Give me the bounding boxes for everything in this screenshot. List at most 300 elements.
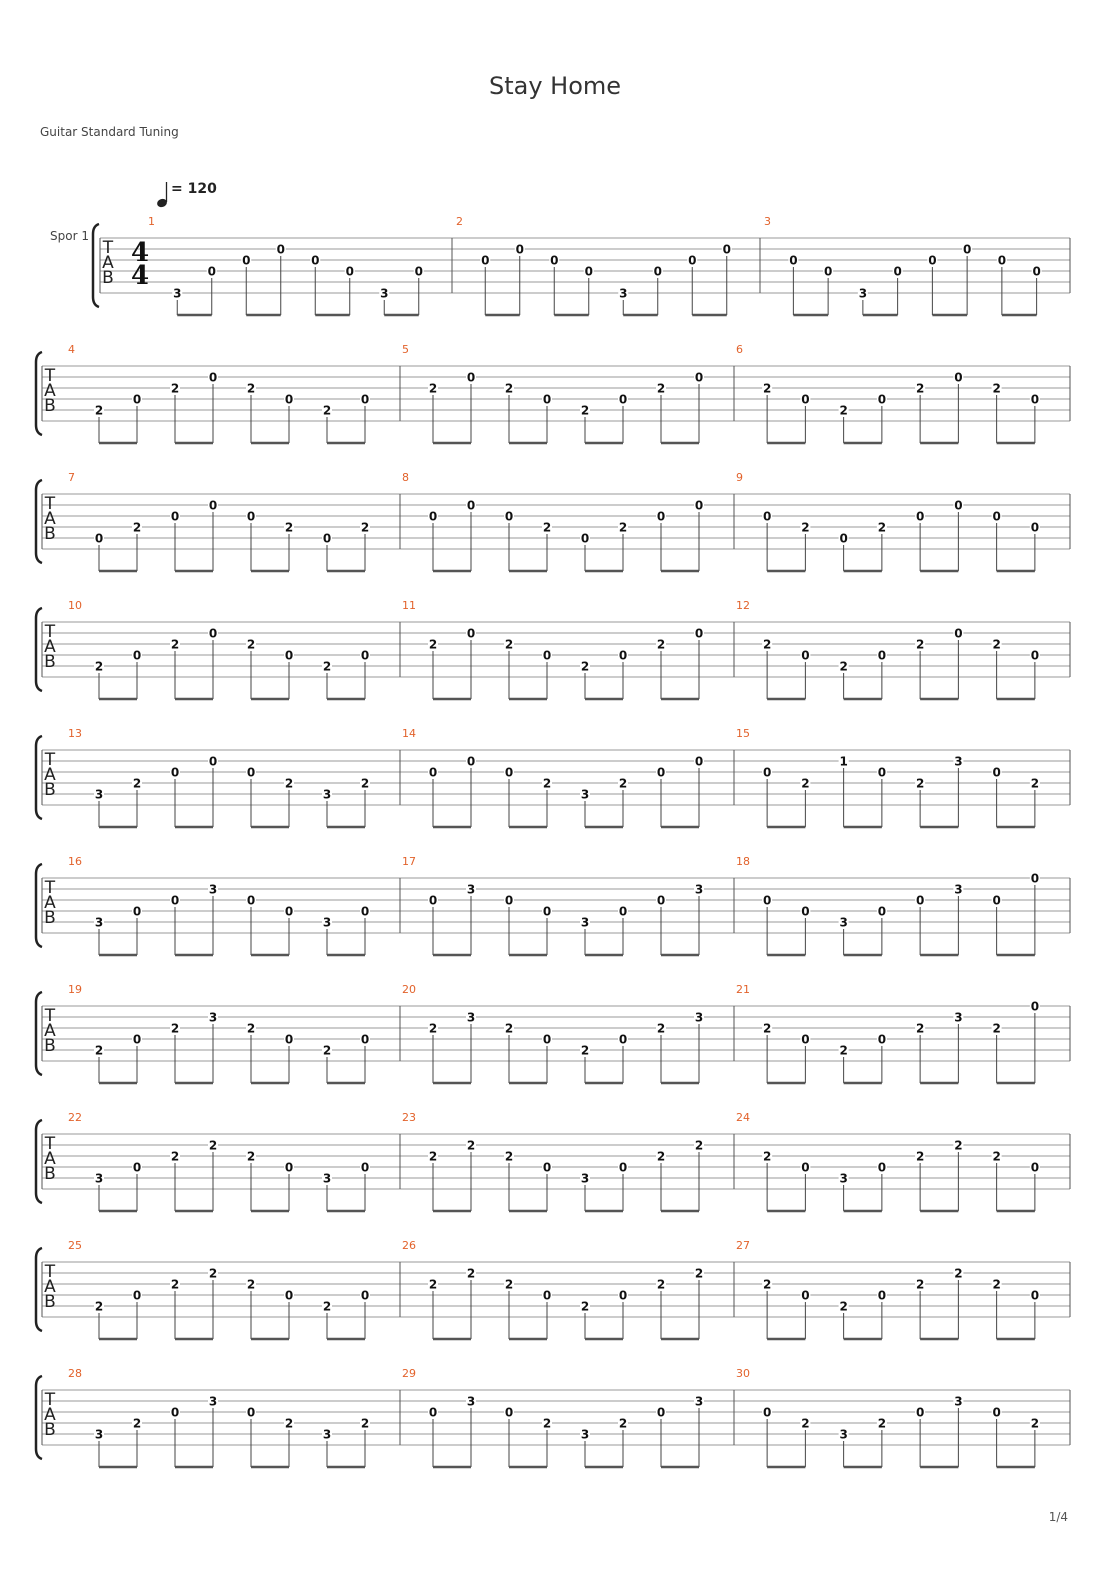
fret-number: 2 <box>284 776 294 791</box>
fret-number: 0 <box>284 1032 294 1047</box>
fret-number: 0 <box>954 626 963 641</box>
fret-number: 0 <box>428 509 438 524</box>
tab-letter: A <box>44 1021 56 1041</box>
fret-number: 2 <box>504 1277 514 1292</box>
fret-number: 2 <box>360 520 370 535</box>
fret-number: 2 <box>208 1138 218 1153</box>
fret-number: 2 <box>504 381 514 396</box>
system-bracket <box>36 1248 42 1331</box>
fret-number: 0 <box>694 626 704 641</box>
fret-number: 2 <box>801 776 810 791</box>
fret-number: 0 <box>504 765 514 780</box>
fret-number: 0 <box>428 1405 438 1420</box>
tab-letter: B <box>44 396 56 416</box>
fret-number: 2 <box>94 659 104 674</box>
fret-number: 2 <box>580 1299 590 1314</box>
fret-number: 3 <box>94 1171 104 1186</box>
tab-letter: A <box>44 1149 56 1169</box>
fret-number: 0 <box>992 509 1001 524</box>
tab-letter: A <box>44 893 56 913</box>
fret-number: 2 <box>762 381 772 396</box>
fret-number: 0 <box>618 648 628 663</box>
measure-number: 23 <box>402 1111 416 1124</box>
tab-letter: T <box>44 750 56 770</box>
fret-number: 3 <box>580 915 590 930</box>
tab-letter: B <box>44 524 56 544</box>
fret-number: 0 <box>542 1032 552 1047</box>
fret-number: 2 <box>246 381 256 396</box>
fret-number: 0 <box>722 242 731 257</box>
fret-number: 0 <box>801 1032 810 1047</box>
fret-number: 0 <box>246 765 256 780</box>
measure-number: 28 <box>68 1367 82 1380</box>
fret-number: 3 <box>954 1394 963 1409</box>
fret-number: 0 <box>762 1405 772 1420</box>
fret-number: 0 <box>542 904 552 919</box>
fret-number: 2 <box>322 1299 332 1314</box>
fret-number: 0 <box>208 754 218 769</box>
fret-number: 0 <box>504 1405 514 1420</box>
fret-number: 3 <box>858 286 868 301</box>
fret-number: 2 <box>322 403 332 418</box>
tab-letter: B <box>44 652 56 672</box>
fret-number: 0 <box>992 1405 1001 1420</box>
song-title: Stay Home <box>488 72 622 100</box>
fret-number: 2 <box>618 1416 628 1431</box>
fret-number: 2 <box>656 1277 666 1292</box>
fret-number: 2 <box>542 520 552 535</box>
tab-letter: T <box>44 1262 56 1282</box>
tempo-marking: = 120 <box>171 181 217 197</box>
fret-number: 0 <box>618 392 628 407</box>
fret-number: 0 <box>877 1288 887 1303</box>
fret-number: 3 <box>954 882 963 897</box>
fret-number: 2 <box>132 776 142 791</box>
measure-number: 16 <box>68 855 82 868</box>
fret-number: 2 <box>877 1416 887 1431</box>
fret-number: 1 <box>839 754 848 769</box>
fret-number: 3 <box>208 1010 218 1025</box>
fret-number: 0 <box>208 498 218 513</box>
fret-number: 3 <box>322 1171 332 1186</box>
fret-number: 0 <box>170 509 180 524</box>
fret-number: 0 <box>360 648 370 663</box>
fret-number: 0 <box>466 498 476 513</box>
fret-number: 2 <box>839 1043 848 1058</box>
tab-letter: B <box>44 780 56 800</box>
fret-number: 2 <box>694 1138 704 1153</box>
fret-number: 3 <box>839 1427 848 1442</box>
fret-number: 0 <box>801 392 810 407</box>
fret-number: 2 <box>94 1299 104 1314</box>
fret-number: 2 <box>322 659 332 674</box>
fret-number: 0 <box>618 904 628 919</box>
fret-number: 0 <box>762 509 772 524</box>
fret-number: 0 <box>208 370 218 385</box>
measure-number: 5 <box>402 343 409 356</box>
fret-number: 2 <box>284 520 294 535</box>
fret-number: 0 <box>801 904 810 919</box>
fret-number: 2 <box>504 637 514 652</box>
fret-number: 0 <box>997 253 1007 268</box>
fret-number: 2 <box>1030 1416 1040 1431</box>
fret-number: 0 <box>284 1288 294 1303</box>
fret-number: 0 <box>284 648 294 663</box>
fret-number: 0 <box>915 1405 925 1420</box>
fret-number: 0 <box>284 1160 294 1175</box>
tab-letter: A <box>44 765 56 785</box>
fret-number: 0 <box>345 264 354 279</box>
fret-number: 2 <box>428 1277 438 1292</box>
fret-number: 0 <box>1030 392 1040 407</box>
fret-number: 2 <box>992 381 1001 396</box>
fret-number: 2 <box>877 520 887 535</box>
fret-number: 2 <box>656 381 666 396</box>
page-number: 1/4 <box>1048 1510 1068 1524</box>
tab-letter: T <box>102 238 114 258</box>
fret-number: 0 <box>170 1405 180 1420</box>
fret-number: 2 <box>992 1149 1001 1164</box>
fret-number: 2 <box>170 637 180 652</box>
fret-number: 0 <box>1030 999 1040 1014</box>
fret-number: 0 <box>801 1288 810 1303</box>
fret-number: 2 <box>428 637 438 652</box>
time-signature-top: 4 <box>130 238 150 268</box>
fret-number: 0 <box>823 264 833 279</box>
tab-letter: A <box>44 1277 56 1297</box>
fret-number: 2 <box>992 1277 1001 1292</box>
fret-number: 0 <box>322 531 332 546</box>
fret-number: 0 <box>1032 264 1041 279</box>
measure-number: 6 <box>736 343 743 356</box>
fret-number: 0 <box>311 253 320 268</box>
fret-number: 2 <box>915 637 925 652</box>
fret-number: 0 <box>694 498 704 513</box>
fret-number: 3 <box>380 286 389 301</box>
fret-number: 0 <box>132 392 142 407</box>
fret-number: 2 <box>839 1299 848 1314</box>
fret-number: 0 <box>618 1288 628 1303</box>
fret-number: 3 <box>322 915 332 930</box>
fret-number: 2 <box>208 1266 218 1281</box>
fret-number: 0 <box>428 893 438 908</box>
fret-number: 2 <box>762 1277 772 1292</box>
fret-number: 2 <box>466 1266 476 1281</box>
fret-number: 3 <box>208 1394 218 1409</box>
fret-number: 0 <box>618 1160 628 1175</box>
fret-number: 2 <box>170 1277 180 1292</box>
system-bracket <box>36 864 42 947</box>
fret-number: 2 <box>170 381 180 396</box>
fret-number: 0 <box>360 1160 370 1175</box>
fret-number: 0 <box>466 754 476 769</box>
fret-number: 0 <box>542 648 552 663</box>
fret-number: 2 <box>656 637 666 652</box>
system-bracket <box>36 736 42 819</box>
tab-letter: T <box>44 494 56 514</box>
fret-number: 0 <box>246 1405 256 1420</box>
fret-number: 0 <box>504 509 514 524</box>
measure-number: 11 <box>402 599 416 612</box>
fret-number: 0 <box>954 498 963 513</box>
fret-number: 2 <box>1030 776 1040 791</box>
fret-number: 2 <box>360 1416 370 1431</box>
tab-letter: A <box>102 253 114 273</box>
fret-number: 3 <box>580 787 590 802</box>
fret-number: 0 <box>656 509 666 524</box>
fret-number: 2 <box>322 1043 332 1058</box>
measure-number: 20 <box>402 983 416 996</box>
tab-letter: B <box>44 1164 56 1184</box>
tab-letter: B <box>44 1292 56 1312</box>
fret-number: 0 <box>762 765 772 780</box>
tab-letter: T <box>44 1134 56 1154</box>
fret-number: 0 <box>656 893 666 908</box>
fret-number: 2 <box>428 1021 438 1036</box>
fret-number: 3 <box>580 1171 590 1186</box>
fret-number: 0 <box>360 392 370 407</box>
fret-number: 0 <box>542 1288 552 1303</box>
fret-number: 0 <box>801 648 810 663</box>
fret-number: 2 <box>466 1138 476 1153</box>
fret-number: 2 <box>801 520 810 535</box>
fret-number: 0 <box>915 509 925 524</box>
tab-letter: T <box>44 622 56 642</box>
fret-number: 3 <box>466 1394 476 1409</box>
fret-number: 0 <box>246 893 256 908</box>
fret-number: 0 <box>284 392 294 407</box>
fret-number: 2 <box>839 403 848 418</box>
measure-number: 18 <box>736 855 750 868</box>
measure-number: 1 <box>148 215 155 228</box>
fret-number: 3 <box>173 286 182 301</box>
fret-number: 3 <box>839 915 848 930</box>
fret-number: 0 <box>580 531 590 546</box>
fret-number: 2 <box>580 403 590 418</box>
measure-number: 4 <box>68 343 75 356</box>
fret-number: 0 <box>877 1160 887 1175</box>
measure-number: 24 <box>736 1111 750 1124</box>
measure-number: 14 <box>402 727 416 740</box>
fret-number: 3 <box>694 882 704 897</box>
fret-number: 0 <box>656 765 666 780</box>
fret-number: 3 <box>466 882 476 897</box>
fret-number: 0 <box>1030 520 1040 535</box>
fret-number: 3 <box>694 1394 704 1409</box>
fret-number: 2 <box>132 520 142 535</box>
fret-number: 2 <box>915 1277 925 1292</box>
fret-number: 2 <box>915 776 925 791</box>
time-signature-bottom: 4 <box>130 261 150 291</box>
fret-number: 3 <box>322 1427 332 1442</box>
fret-number: 3 <box>580 1427 590 1442</box>
fret-number: 0 <box>877 765 887 780</box>
fret-number: 0 <box>360 1032 370 1047</box>
fret-number: 3 <box>466 1010 476 1025</box>
fret-number: 3 <box>694 1010 704 1025</box>
fret-number: 3 <box>954 754 963 769</box>
fret-number: 0 <box>466 370 476 385</box>
fret-number: 2 <box>656 1149 666 1164</box>
system-bracket <box>36 608 42 691</box>
fret-number: 2 <box>246 637 256 652</box>
fret-number: 0 <box>801 1160 810 1175</box>
fret-number: 0 <box>132 1160 142 1175</box>
tab-letter: B <box>44 1420 56 1440</box>
fret-number: 0 <box>276 242 285 257</box>
fret-number: 0 <box>414 264 423 279</box>
fret-number: 3 <box>839 1171 848 1186</box>
fret-number: 3 <box>322 787 332 802</box>
measure-number: 12 <box>736 599 750 612</box>
measure-number: 26 <box>402 1239 416 1252</box>
fret-number: 2 <box>839 659 848 674</box>
fret-number: 2 <box>580 659 590 674</box>
fret-number: 0 <box>132 1288 142 1303</box>
fret-number: 3 <box>208 882 218 897</box>
fret-number: 0 <box>1030 1160 1040 1175</box>
fret-number: 2 <box>94 403 104 418</box>
fret-number: 0 <box>360 1288 370 1303</box>
measure-number: 17 <box>402 855 416 868</box>
fret-number: 2 <box>954 1138 963 1153</box>
fret-number: 0 <box>962 242 972 257</box>
fret-number: 0 <box>893 264 902 279</box>
fret-number: 0 <box>762 893 772 908</box>
measure-number: 25 <box>68 1239 82 1252</box>
track-name: Spor 1 <box>50 229 89 243</box>
fret-number: 0 <box>839 531 848 546</box>
measure-number: 21 <box>736 983 750 996</box>
fret-number: 0 <box>481 253 490 268</box>
fret-number: 3 <box>619 286 628 301</box>
system-bracket <box>36 1120 42 1203</box>
fret-number: 0 <box>132 1032 142 1047</box>
system-bracket <box>93 224 99 307</box>
fret-number: 0 <box>550 253 559 268</box>
fret-number: 0 <box>542 1160 552 1175</box>
tuning-label: Guitar Standard Tuning <box>40 125 179 139</box>
tab-letter: B <box>44 908 56 928</box>
fret-number: 0 <box>694 754 704 769</box>
fret-number: 0 <box>928 253 937 268</box>
fret-number: 0 <box>504 893 514 908</box>
fret-number: 2 <box>542 1416 552 1431</box>
fret-number: 0 <box>284 904 294 919</box>
fret-number: 0 <box>992 893 1001 908</box>
tab-letter: A <box>44 1405 56 1425</box>
fret-number: 0 <box>877 648 887 663</box>
measure-number: 19 <box>68 983 82 996</box>
fret-number: 0 <box>656 1405 666 1420</box>
fret-number: 2 <box>94 1043 104 1058</box>
fret-number: 2 <box>246 1277 256 1292</box>
fret-number: 2 <box>656 1021 666 1036</box>
fret-number: 0 <box>207 264 216 279</box>
fret-number: 0 <box>246 509 256 524</box>
fret-number: 2 <box>762 637 772 652</box>
fret-number: 0 <box>1030 1288 1040 1303</box>
measure-number: 10 <box>68 599 82 612</box>
tab-letter: A <box>44 509 56 529</box>
system-bracket <box>36 352 42 435</box>
fret-number: 3 <box>94 1427 104 1442</box>
fret-number: 2 <box>428 381 438 396</box>
fret-number: 0 <box>877 904 887 919</box>
fret-number: 0 <box>992 765 1001 780</box>
fret-number: 2 <box>284 1416 294 1431</box>
fret-number: 2 <box>762 1021 772 1036</box>
measure-number: 8 <box>402 471 409 484</box>
tab-letter: A <box>44 381 56 401</box>
fret-number: 2 <box>915 1149 925 1164</box>
fret-number: 0 <box>170 893 180 908</box>
measure-number: 3 <box>764 215 771 228</box>
fret-number: 2 <box>992 1021 1001 1036</box>
fret-number: 2 <box>360 776 370 791</box>
measure-number: 29 <box>402 1367 416 1380</box>
measure-number: 22 <box>68 1111 82 1124</box>
fret-number: 2 <box>801 1416 810 1431</box>
fret-number: 0 <box>653 264 662 279</box>
measure-number: 30 <box>736 1367 750 1380</box>
fret-number: 2 <box>618 776 628 791</box>
fret-number: 2 <box>428 1149 438 1164</box>
fret-number: 0 <box>132 648 142 663</box>
measure-number: 15 <box>736 727 750 740</box>
fret-number: 0 <box>694 370 704 385</box>
fret-number: 2 <box>170 1021 180 1036</box>
system-bracket <box>36 480 42 563</box>
tab-letter: A <box>44 637 56 657</box>
measure-number: 27 <box>736 1239 750 1252</box>
system-bracket <box>36 1376 42 1459</box>
tab-letter: T <box>44 366 56 386</box>
fret-number: 2 <box>694 1266 704 1281</box>
tab-letter: B <box>44 1036 56 1056</box>
fret-number: 0 <box>242 253 251 268</box>
fret-number: 0 <box>466 626 476 641</box>
fret-number: 2 <box>992 637 1001 652</box>
fret-number: 0 <box>208 626 218 641</box>
fret-number: 0 <box>132 904 142 919</box>
tab-letter: T <box>44 1390 56 1410</box>
fret-number: 0 <box>360 904 370 919</box>
fret-number: 2 <box>915 1021 925 1036</box>
fret-number: 0 <box>877 1032 887 1047</box>
tab-letter: T <box>44 1006 56 1026</box>
fret-number: 2 <box>246 1149 256 1164</box>
fret-number: 2 <box>618 520 628 535</box>
fret-number: 2 <box>580 1043 590 1058</box>
system-bracket <box>36 992 42 1075</box>
fret-number: 0 <box>170 765 180 780</box>
measure-number: 2 <box>456 215 463 228</box>
fret-number: 0 <box>94 531 104 546</box>
fret-number: 0 <box>428 765 438 780</box>
fret-number: 2 <box>954 1266 963 1281</box>
fret-number: 0 <box>915 893 925 908</box>
fret-number: 2 <box>504 1149 514 1164</box>
fret-number: 0 <box>618 1032 628 1047</box>
measure-number: 13 <box>68 727 82 740</box>
measure-number: 9 <box>736 471 743 484</box>
fret-number: 0 <box>954 370 963 385</box>
fret-number: 0 <box>1030 871 1040 886</box>
fret-number: 0 <box>584 264 593 279</box>
fret-number: 3 <box>94 787 104 802</box>
fret-number: 3 <box>94 915 104 930</box>
